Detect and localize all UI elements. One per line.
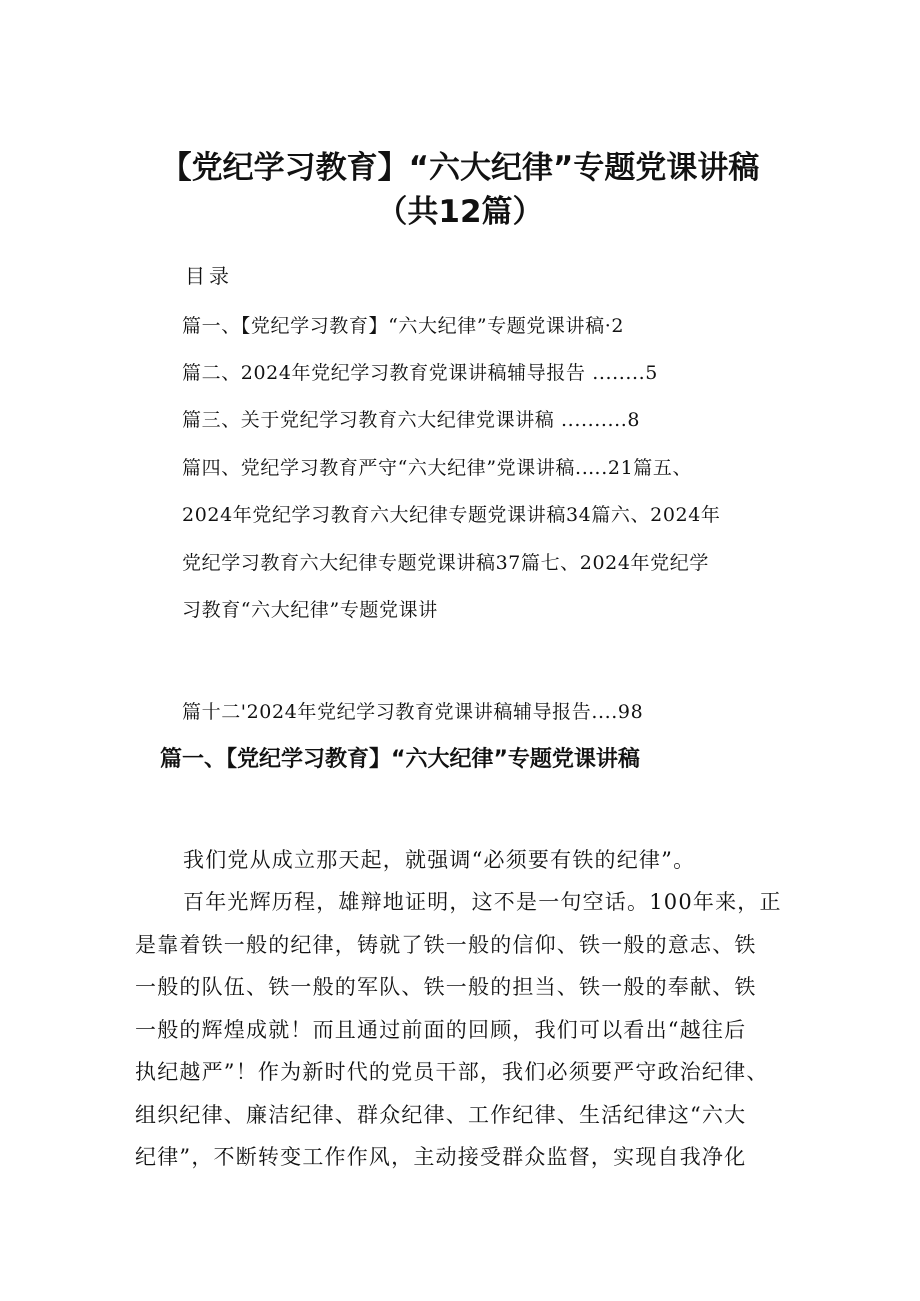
toc-entry: 党纪学习教育六大纪律专题党课讲稿37篇七、2024年党纪学 bbox=[182, 552, 709, 574]
document-title-count: （共12篇） bbox=[376, 194, 544, 230]
toc-entry: 2024年党纪学习教育六大纪律专题党课讲稿34篇六、2024年 bbox=[182, 504, 721, 526]
toc-heading: 目录 bbox=[185, 264, 233, 288]
body-line: 组织纪律、廉洁纪律、群众纪律、工作纪律、生活纪律这“六大 bbox=[135, 1103, 747, 1127]
toc-entry: 篇一、【党纪学习教育】“六大纪律”专题党课讲稿·2 bbox=[182, 315, 625, 337]
body-line: 纪律”，不断转变工作作风，主动接受群众监督，实现自我净化 bbox=[135, 1145, 747, 1169]
body-line: 一般的辉煌成就！而且通过前面的回顾，我们可以看出“越往后 bbox=[135, 1018, 747, 1042]
body-line: 是靠着铁一般的纪律，铸就了铁一般的信仰、铁一般的意志、铁 bbox=[135, 933, 757, 957]
body-line: 百年光辉历程，雄辩地证明，这不是一句空话。100年来，正 bbox=[183, 890, 782, 914]
body-line: 执纪越严”！作为新时代的党员干部，我们必须要严守政治纪律、 bbox=[135, 1060, 769, 1084]
toc-entry: 篇二、2024年党纪学习教育党课讲稿辅导报告 ........5 bbox=[182, 362, 658, 384]
body-line: 我们党从成立那天起，就强调“必须要有铁的纪律”。 bbox=[183, 848, 696, 872]
toc-entry: 习教育“六大纪律”专题党课讲 bbox=[182, 599, 438, 621]
toc-entry: 篇四、党纪学习教育严守“六大纪律”党课讲稿.….21篇五、 bbox=[182, 457, 693, 479]
section-heading: 篇一、【党纪学习教育】“六大纪律”专题党课讲稿 bbox=[160, 747, 640, 772]
document-title: 【党纪学习教育】“六大纪律”专题党课讲稿 bbox=[160, 150, 760, 186]
toc-entry-last: 篇十二'2024年党纪学习教育党课讲稿辅导报告....98 bbox=[182, 701, 644, 723]
toc-entry: 篇三、关于党纪学习教育六大纪律党课讲稿 ..........8 bbox=[182, 409, 641, 431]
body-line: 一般的队伍、铁一般的军队、铁一般的担当、铁一般的奉献、铁 bbox=[135, 975, 757, 999]
